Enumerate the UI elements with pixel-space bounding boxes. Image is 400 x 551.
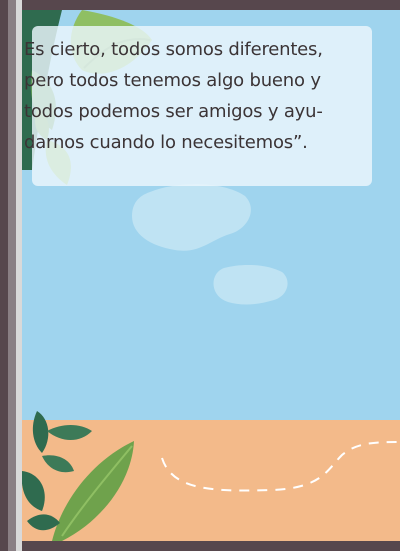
story-line-4: darnos cuando lo necesitemos”. (24, 132, 308, 153)
story-line-3: todos podemos ser amigos y ayu- (24, 101, 323, 122)
story-text (24, 34, 344, 158)
cloud-small (212, 264, 292, 306)
story-line-1: Es cierto, todos somos diferentes, (24, 39, 323, 60)
cloud-large (130, 184, 255, 254)
bottom-leaves-illustration (22, 411, 152, 541)
dashed-path (152, 430, 400, 510)
story-line-2: pero todos tenemos algo bueno y (24, 70, 321, 91)
book-spine (8, 0, 16, 551)
